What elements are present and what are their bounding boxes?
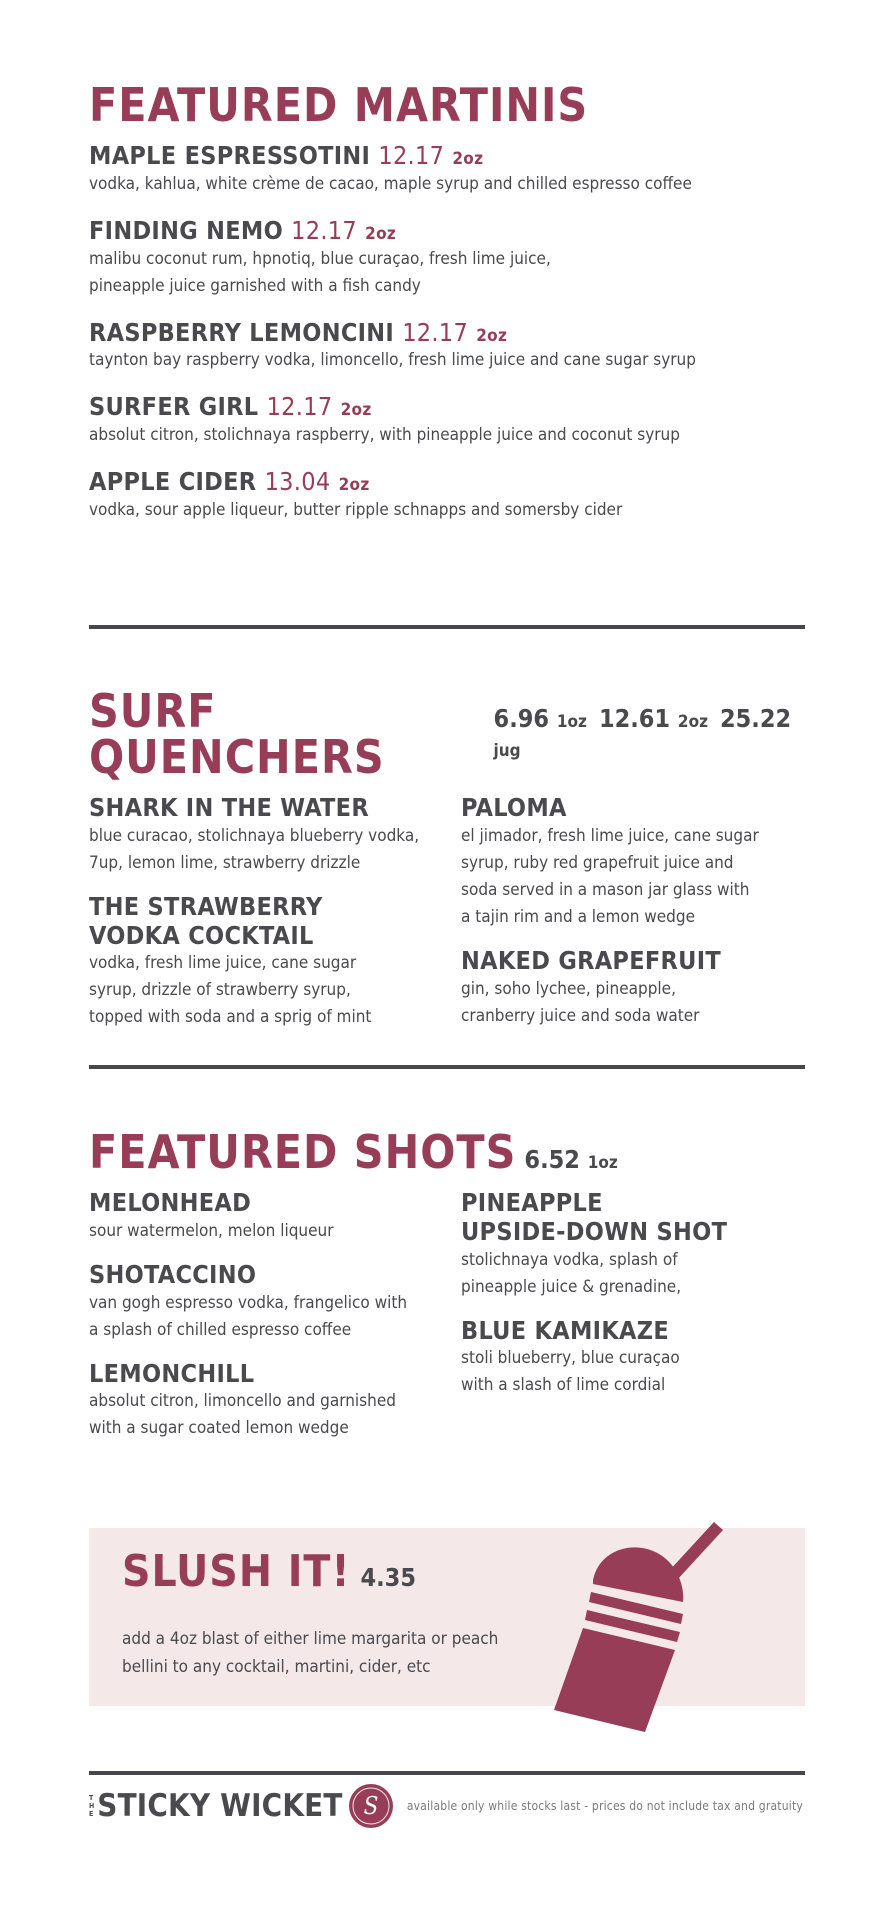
martini-name: RASPBERRY LEMONCINI	[89, 317, 395, 347]
martini-price: 12.17	[402, 317, 469, 347]
menu-item-name: SHOTACCINO	[89, 1259, 257, 1289]
martini-name: FINDING NEMO	[89, 215, 283, 245]
martini-item	[89, 319, 805, 375]
martini-size: 2oz	[365, 223, 397, 244]
martini-description: vodka, kahlua, white crème de cacao, maple syrup and chilled espresso coffee	[89, 173, 692, 194]
slush-heading: SLUSH IT!	[122, 1546, 351, 1597]
surf-quenchers-section	[89, 684, 805, 1047]
quenchers-right-column	[461, 794, 805, 1047]
martini-name: MAPLE ESPRESSOTINI	[89, 141, 371, 170]
martini-name: SURFER GIRL	[89, 392, 259, 422]
menu-item	[461, 947, 805, 1030]
martini-list	[89, 142, 805, 524]
martini-item	[89, 468, 805, 524]
slush-it-box	[89, 1528, 805, 1706]
martini-title	[89, 393, 805, 422]
martini-item	[89, 142, 805, 198]
monogram-logo-icon	[348, 1783, 394, 1829]
menu-item-name: THE STRAWBERRY VODKA COCKTAIL	[89, 891, 323, 950]
menu-item	[89, 893, 461, 1032]
menu-item-description: el jimador, fresh lime juice, cane sugar syrup, ruby red grapefruit juice and soda served in a mason jar glass with a tajin rim and a lemon wedge	[461, 825, 759, 927]
martini-title	[89, 468, 805, 497]
quenchers-prices	[494, 704, 805, 762]
menu-item	[89, 1360, 461, 1443]
menu-item-description: van gogh espresso vodka, frangelico with a splash of chilled espresso coffee	[89, 1292, 408, 1340]
quencher-price-value: 6.96	[493, 704, 550, 733]
quencher-price-group	[599, 704, 708, 733]
brand-name: STICKY WICKET	[97, 1788, 343, 1824]
menu-item	[461, 794, 805, 931]
menu-item-description: gin, soho lychee, pineapple, cranberry juice and soda water	[461, 978, 700, 1026]
brand-the-letter: T	[89, 1794, 94, 1802]
martini-title	[89, 217, 805, 246]
quencher-price-unit: jug	[493, 741, 521, 761]
shots-heading: FEATURED SHOTS	[89, 1125, 517, 1179]
martini-price: 12.17	[378, 141, 445, 170]
slush-price: 4.35	[360, 1563, 416, 1592]
menu-item-name: LEMONCHILL	[89, 1358, 255, 1388]
martini-item	[89, 393, 805, 449]
martini-description: absolut citron, stolichnaya raspberry, with pineapple juice and coconut syrup	[89, 425, 680, 445]
menu-item-description: stolichnaya vodka, splash of pineapple juice & grenadine,	[461, 1249, 682, 1297]
menu-item-name: MELONHEAD	[89, 1188, 252, 1217]
martini-item	[89, 217, 805, 300]
martini-description: taynton bay raspberry vodka, limoncello, fresh lime juice and cane sugar syrup	[89, 350, 696, 371]
featured-shots-section	[89, 1125, 805, 1458]
footer	[89, 1783, 805, 1843]
menu-item-description: absolut citron, limoncello and garnished with a sugar coated lemon wedge	[89, 1391, 396, 1439]
brand-the-letter: E	[89, 1810, 94, 1818]
brand-the-letter: H	[89, 1802, 95, 1810]
martini-price: 12.17	[266, 392, 333, 422]
martini-size: 2oz	[340, 400, 372, 421]
quenchers-left-column	[89, 794, 461, 1047]
menu-item-description: stoli blueberry, blue curaçao with a slash of lime cordial	[461, 1348, 680, 1396]
quencher-price-value: 25.22	[719, 704, 792, 733]
section-divider	[89, 1065, 805, 1069]
quencher-price-group	[494, 704, 587, 733]
martini-title	[89, 142, 805, 171]
menu-item	[89, 794, 461, 877]
menu-item	[89, 1189, 461, 1245]
martinis-heading: FEATURED MARTINIS	[89, 78, 589, 132]
martini-title	[89, 319, 805, 348]
brand-the	[89, 1794, 94, 1818]
logo-monogram-letter: S	[363, 1792, 379, 1820]
menu-item-description: sour watermelon, melon liqueur	[89, 1220, 334, 1241]
quenchers-heading: SURF QUENCHERS	[89, 684, 385, 784]
slush-description: add a 4oz blast of either lime margarita or peach bellini to any cocktail, martini, cider, etc	[122, 1629, 499, 1677]
menu-item	[461, 1189, 805, 1301]
quencher-price-unit: 1oz	[556, 712, 587, 732]
shots-price-unit: 1oz	[587, 1153, 618, 1173]
quencher-price-value: 12.61	[598, 704, 671, 733]
martini-name: APPLE CIDER	[89, 467, 257, 496]
section-divider	[89, 625, 805, 629]
menu-item-description: vodka, fresh lime juice, cane sugar syrup, drizzle of strawberry syrup, topped with soda and a sprig of mint	[89, 953, 372, 1028]
shots-right-column	[461, 1189, 805, 1458]
shots-price-value: 6.52	[524, 1145, 580, 1174]
martini-price: 13.04	[264, 467, 331, 496]
martini-price: 12.17	[291, 215, 357, 245]
shots-left-column	[89, 1189, 461, 1458]
martini-description: malibu coconut rum, hpnotiq, blue curaçao, fresh lime juice, pineapple juice garnished with a fish candy	[89, 248, 551, 296]
menu-item	[461, 1317, 805, 1400]
brand-logo	[89, 1783, 394, 1829]
martini-size: 2oz	[452, 149, 484, 169]
menu-item-name: NAKED GRAPEFRUIT	[461, 945, 722, 975]
martini-size: 2oz	[338, 475, 370, 495]
menu-item-name: PALOMA	[461, 793, 567, 822]
martini-size: 2oz	[476, 325, 508, 346]
menu-item-description: blue curacao, stolichnaya blueberry vodka, 7up, lemon lime, strawberry drizzle	[89, 825, 420, 873]
section-divider	[89, 1771, 805, 1775]
featured-martinis-section	[89, 78, 805, 543]
menu-item	[89, 1261, 461, 1344]
menu-item-name: BLUE KAMIKAZE	[461, 1315, 670, 1345]
shots-price	[524, 1145, 617, 1174]
menu-item-name: SHARK IN THE WATER	[89, 793, 369, 822]
slush-cup-icon	[549, 1500, 749, 1744]
disclaimer: available only while stocks last - prices do not include tax and gratuity	[406, 1799, 803, 1813]
martini-description: vodka, sour apple liqueur, butter ripple schnapps and somersby cider	[89, 499, 623, 520]
quencher-price-unit: 2oz	[677, 712, 708, 732]
menu-item-name: PINEAPPLE UPSIDE-DOWN SHOT	[461, 1188, 728, 1246]
